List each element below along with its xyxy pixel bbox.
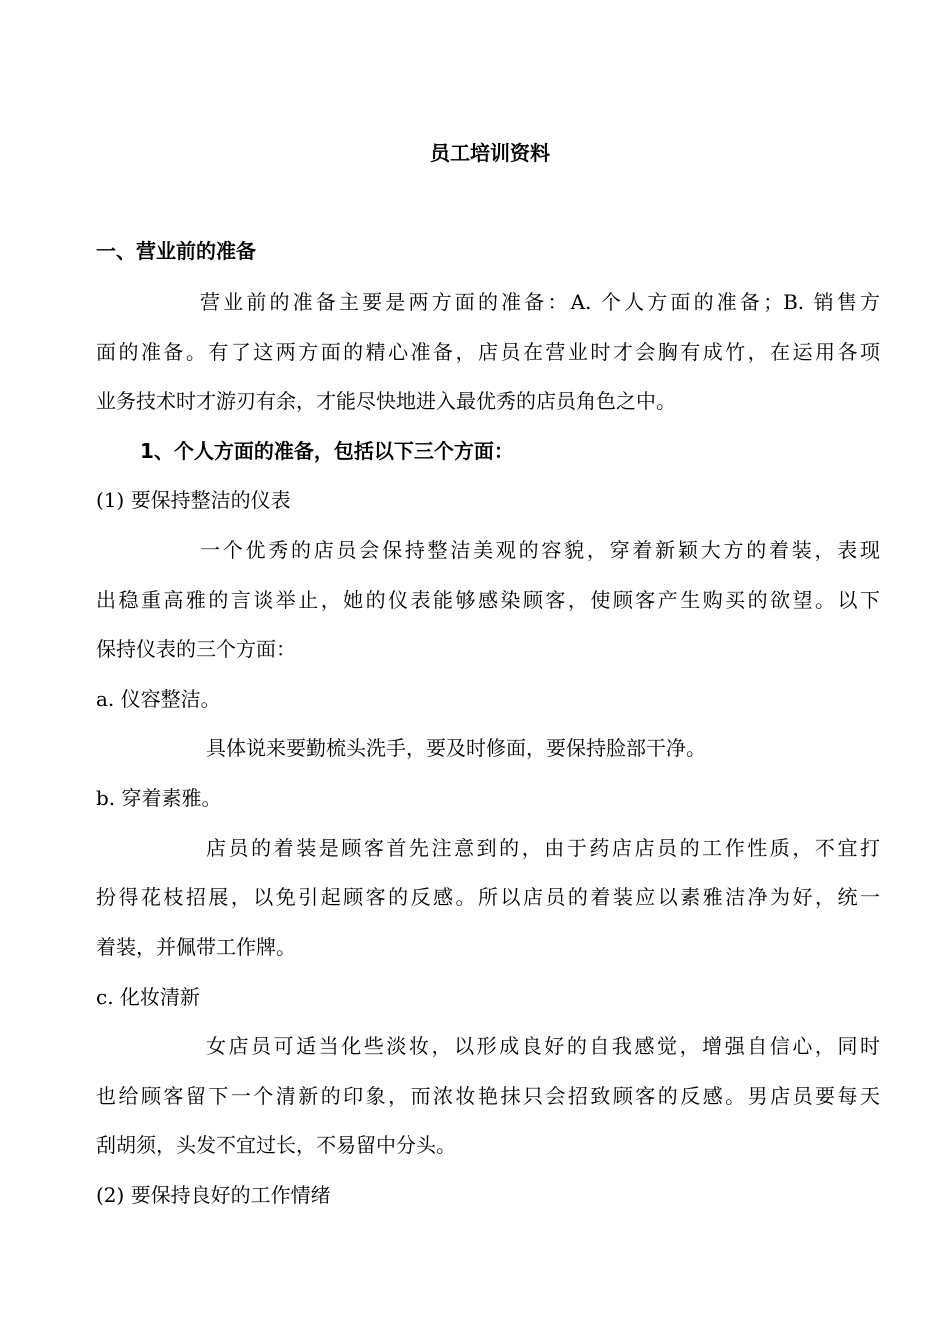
- document-title: 员工培训资料: [430, 141, 550, 165]
- paragraph-line: 女店员可适当化些淡妆，以形成良好的自我感觉，增强自信心，同时: [206, 1034, 880, 1058]
- point-label-b: b. 穿着素雅。: [96, 786, 222, 810]
- paragraph-line: 也给顾客留下一个清新的印象，而浓妆艳抹只会招致顾客的反感。男店员要每天: [96, 1084, 880, 1108]
- paragraph-line: 一个优秀的店员会保持整洁美观的容貌，穿着新颖大方的着装，表现: [200, 538, 880, 562]
- point-a-paragraph-line: 具体说来要勤梳头洗手，要及时修面，要保持脸部干净。: [206, 736, 706, 760]
- item-label-good-work-mood: (2) 要保持良好的工作情绪: [96, 1183, 331, 1207]
- paragraph-line: 刮胡须，头发不宜过长，不易留中分头。: [96, 1133, 456, 1157]
- paragraph-line: 业务技术时才游刃有余，才能尽快地进入最优秀的店员角色之中。: [96, 389, 676, 413]
- paragraph-line: 店员的着装是顾客首先注意到的，由于药店店员的工作性质，不宜打: [206, 836, 880, 860]
- paragraph-line: 出稳重高雅的言谈举止，她的仪表能够感染顾客，使顾客产生购买的欲望。以下: [96, 588, 880, 612]
- paragraph-line: 保持仪表的三个方面：: [96, 637, 296, 661]
- item-label-tidy-appearance: (1) 要保持整洁的仪表: [96, 488, 291, 512]
- paragraph-line: 扮得花枝招展，以免引起顾客的反感。所以店员的着装应以素雅洁净为好，统一: [96, 885, 880, 909]
- paragraph-line: 面的准备。有了这两方面的精心准备，店员在营业时才会胸有成竹，在运用各项: [96, 340, 880, 364]
- paragraph-line: 营业前的准备主要是两方面的准备：A. 个人方面的准备；B. 销售方: [200, 290, 880, 314]
- paragraph-line: 着装，并佩带工作牌。: [96, 935, 296, 959]
- point-label-c: c. 化妆清新: [96, 985, 200, 1009]
- point-label-a: a. 仪容整洁。: [96, 687, 221, 711]
- subsection-heading-personal-preparation: 1、个人方面的准备，包括以下三个方面：: [140, 439, 514, 463]
- section-heading-pre-business-preparation: 一、营业前的准备: [96, 239, 256, 263]
